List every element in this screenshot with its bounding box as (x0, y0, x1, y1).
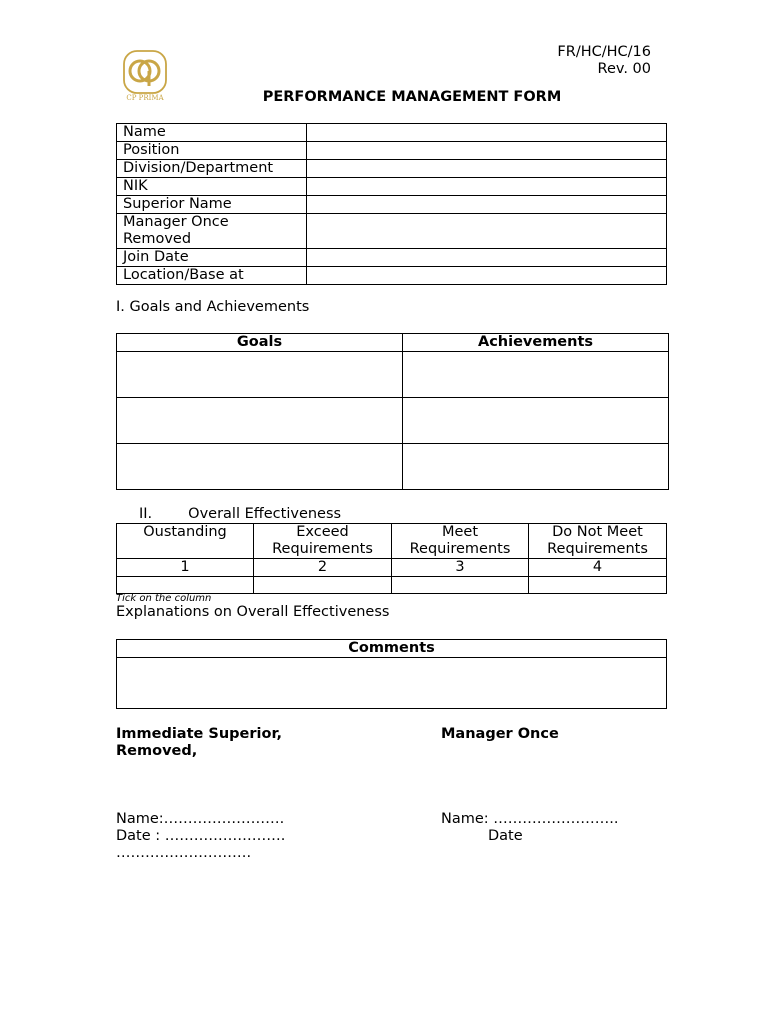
field-label: NIK (117, 178, 307, 196)
info-row-position (117, 142, 667, 160)
rating-score: 3 (392, 559, 529, 577)
info-row-nik (117, 178, 667, 196)
section-goals-heading: I. Goals and Achievements (116, 299, 310, 315)
removed-title: Removed, (116, 743, 198, 759)
field-label: Manager Once Removed (117, 214, 307, 249)
right-date-label: Date (488, 828, 523, 844)
rating-label-outstanding: Oustanding (117, 524, 254, 559)
achievement-cell[interactable] (403, 352, 669, 398)
extra-dotted-line: ………………………. (116, 845, 252, 861)
field-label: Position (117, 142, 307, 160)
employee-info-table (116, 123, 667, 285)
field-label: Name (117, 124, 307, 142)
comments-cell[interactable] (117, 658, 667, 709)
logo-text: CP PRIMA (126, 94, 164, 102)
rating-label-do-not-meet: Do Not Meet Requirements (529, 524, 667, 559)
section-title: Overall Effectiveness (188, 506, 342, 522)
achievement-cell[interactable] (403, 398, 669, 444)
tick-cell-meet[interactable] (392, 577, 529, 594)
nik-value-cell[interactable] (307, 178, 667, 196)
left-date-line: Date : ……………………. (116, 828, 286, 844)
goal-row (117, 398, 669, 444)
rating-labels-row (117, 524, 667, 559)
field-label: Join Date (117, 249, 307, 267)
goals-column-header: Goals (117, 334, 403, 352)
info-row-manager-once-removed (117, 214, 667, 249)
goal-cell[interactable] (117, 444, 403, 490)
division-value-cell[interactable] (307, 160, 667, 178)
info-row-join-date (117, 249, 667, 267)
document-code-block (557, 44, 651, 78)
rating-score: 1 (117, 559, 254, 577)
section-effectiveness-heading (116, 506, 341, 523)
comments-header: Comments (117, 640, 667, 658)
info-row-division (117, 160, 667, 178)
rating-label-meet: Meet Requirements (392, 524, 529, 559)
section-number: II. (139, 506, 153, 522)
manager-value-cell[interactable] (307, 214, 667, 249)
field-label: Division/Department (117, 160, 307, 178)
tick-cell-outstanding[interactable] (117, 577, 254, 594)
rating-scores-row (117, 559, 667, 577)
goal-cell[interactable] (117, 352, 403, 398)
manager-once-title: Manager Once (441, 726, 559, 742)
rating-score: 2 (254, 559, 392, 577)
location-value-cell[interactable] (307, 267, 667, 285)
info-row-location (117, 267, 667, 285)
info-row-superior (117, 196, 667, 214)
goal-row (117, 444, 669, 490)
field-label: Superior Name (117, 196, 307, 214)
rating-label-exceed: Exceed Requirements (254, 524, 392, 559)
superior-value-cell[interactable] (307, 196, 667, 214)
join-date-value-cell[interactable] (307, 249, 667, 267)
field-label: Location/Base at (117, 267, 307, 285)
effectiveness-rating-table (116, 523, 667, 594)
name-value-cell[interactable] (307, 124, 667, 142)
document-code: FR/HC/HC/16 (557, 44, 651, 60)
document-revision: Rev. 00 (597, 61, 651, 77)
form-title: PERFORMANCE MANAGEMENT FORM (262, 89, 562, 105)
rating-score: 4 (529, 559, 667, 577)
goal-row (117, 352, 669, 398)
tick-cell-exceed[interactable] (254, 577, 392, 594)
explanations-heading: Explanations on Overall Effectiveness (116, 604, 390, 620)
goals-achievements-table (116, 333, 669, 490)
tick-cell-do-not-meet[interactable] (529, 577, 667, 594)
rating-tick-row (117, 577, 667, 594)
left-name-line: Name:……………………. (116, 811, 285, 827)
achievement-cell[interactable] (403, 444, 669, 490)
achievements-column-header: Achievements (403, 334, 669, 352)
info-row-name (117, 124, 667, 142)
right-name-line: Name: …………………….. (441, 811, 619, 827)
position-value-cell[interactable] (307, 142, 667, 160)
comments-table (116, 639, 667, 709)
immediate-superior-title: Immediate Superior, (116, 726, 282, 742)
tick-note: Tick on the column (116, 593, 212, 604)
goal-cell[interactable] (117, 398, 403, 444)
